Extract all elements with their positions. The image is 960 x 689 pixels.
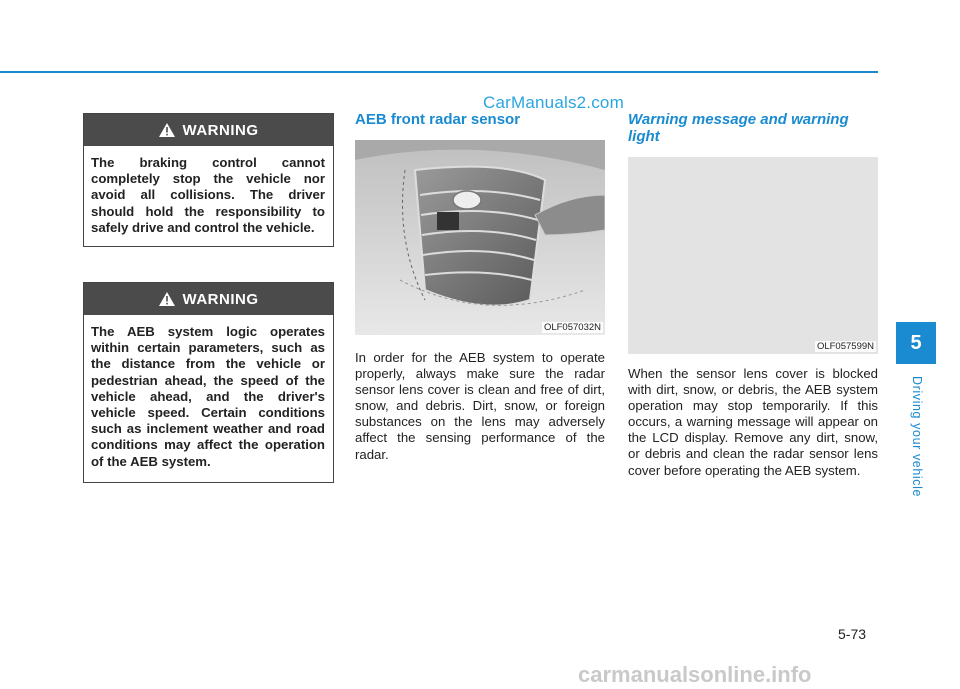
warning-title: WARNING: [182, 290, 259, 308]
warning-light-image: [628, 157, 878, 354]
warning-header: [84, 114, 333, 146]
warning-message-paragraph: When the sensor lens cover is blocked with dirt, snow, or debris, the AEB system operation may stop temporarily. If this occurs, a warning message will appear on the LCD display. Remove any dirt, snow, or debris and clean the radar sensor lens cover before operating the AEB system.: [628, 366, 878, 478]
footer-watermark: carmanualsonline.info: [578, 662, 812, 687]
section-heading-radar-sensor: AEB front radar sensor: [355, 111, 521, 128]
radar-sensor-paragraph: In order for the AEB system to operate properly, always make sure the radar sensor lens cover is clean and free of dirt, snow, and debris. Dirt, snow, or foreign substances on the lens may adversely affect the sensing performance of the radar.: [355, 350, 605, 462]
warning-text: The AEB system logic operates within certain parameters, such as the distance from the vehicle or pedestrian ahead, the speed of the vehicle ahead, and the driver's vehicle speed. Certain conditions such as inclement weather and road conditions may affect the operation of the AEB system.: [91, 324, 325, 469]
image-code: OLF057599N: [816, 341, 874, 352]
warning-header: [84, 283, 333, 315]
page-number: 5-73: [838, 626, 867, 642]
image-code: OLF057032N: [543, 322, 601, 333]
warning-box-2: [83, 282, 334, 483]
warning-title: WARNING: [182, 121, 259, 139]
chapter-title: Driving your vehicle: [910, 376, 924, 498]
warning-box-1: [83, 113, 334, 247]
radar-sensor-photo: [355, 140, 605, 335]
warning-triangle-icon: [159, 123, 175, 137]
car-front-illustration: [355, 140, 605, 335]
warning-text: The braking control cannot completely stop the vehicle nor avoid all collisions. The driver should hold the responsibility to safely drive and control the vehicle.: [91, 155, 325, 235]
section-heading-warning-message: Warning message and warning light: [628, 111, 849, 145]
top-watermark: CarManuals2.com: [483, 93, 624, 112]
chapter-number-tab: 5: [896, 322, 936, 364]
header-rule: [0, 71, 878, 73]
warning-triangle-icon: [159, 292, 175, 306]
